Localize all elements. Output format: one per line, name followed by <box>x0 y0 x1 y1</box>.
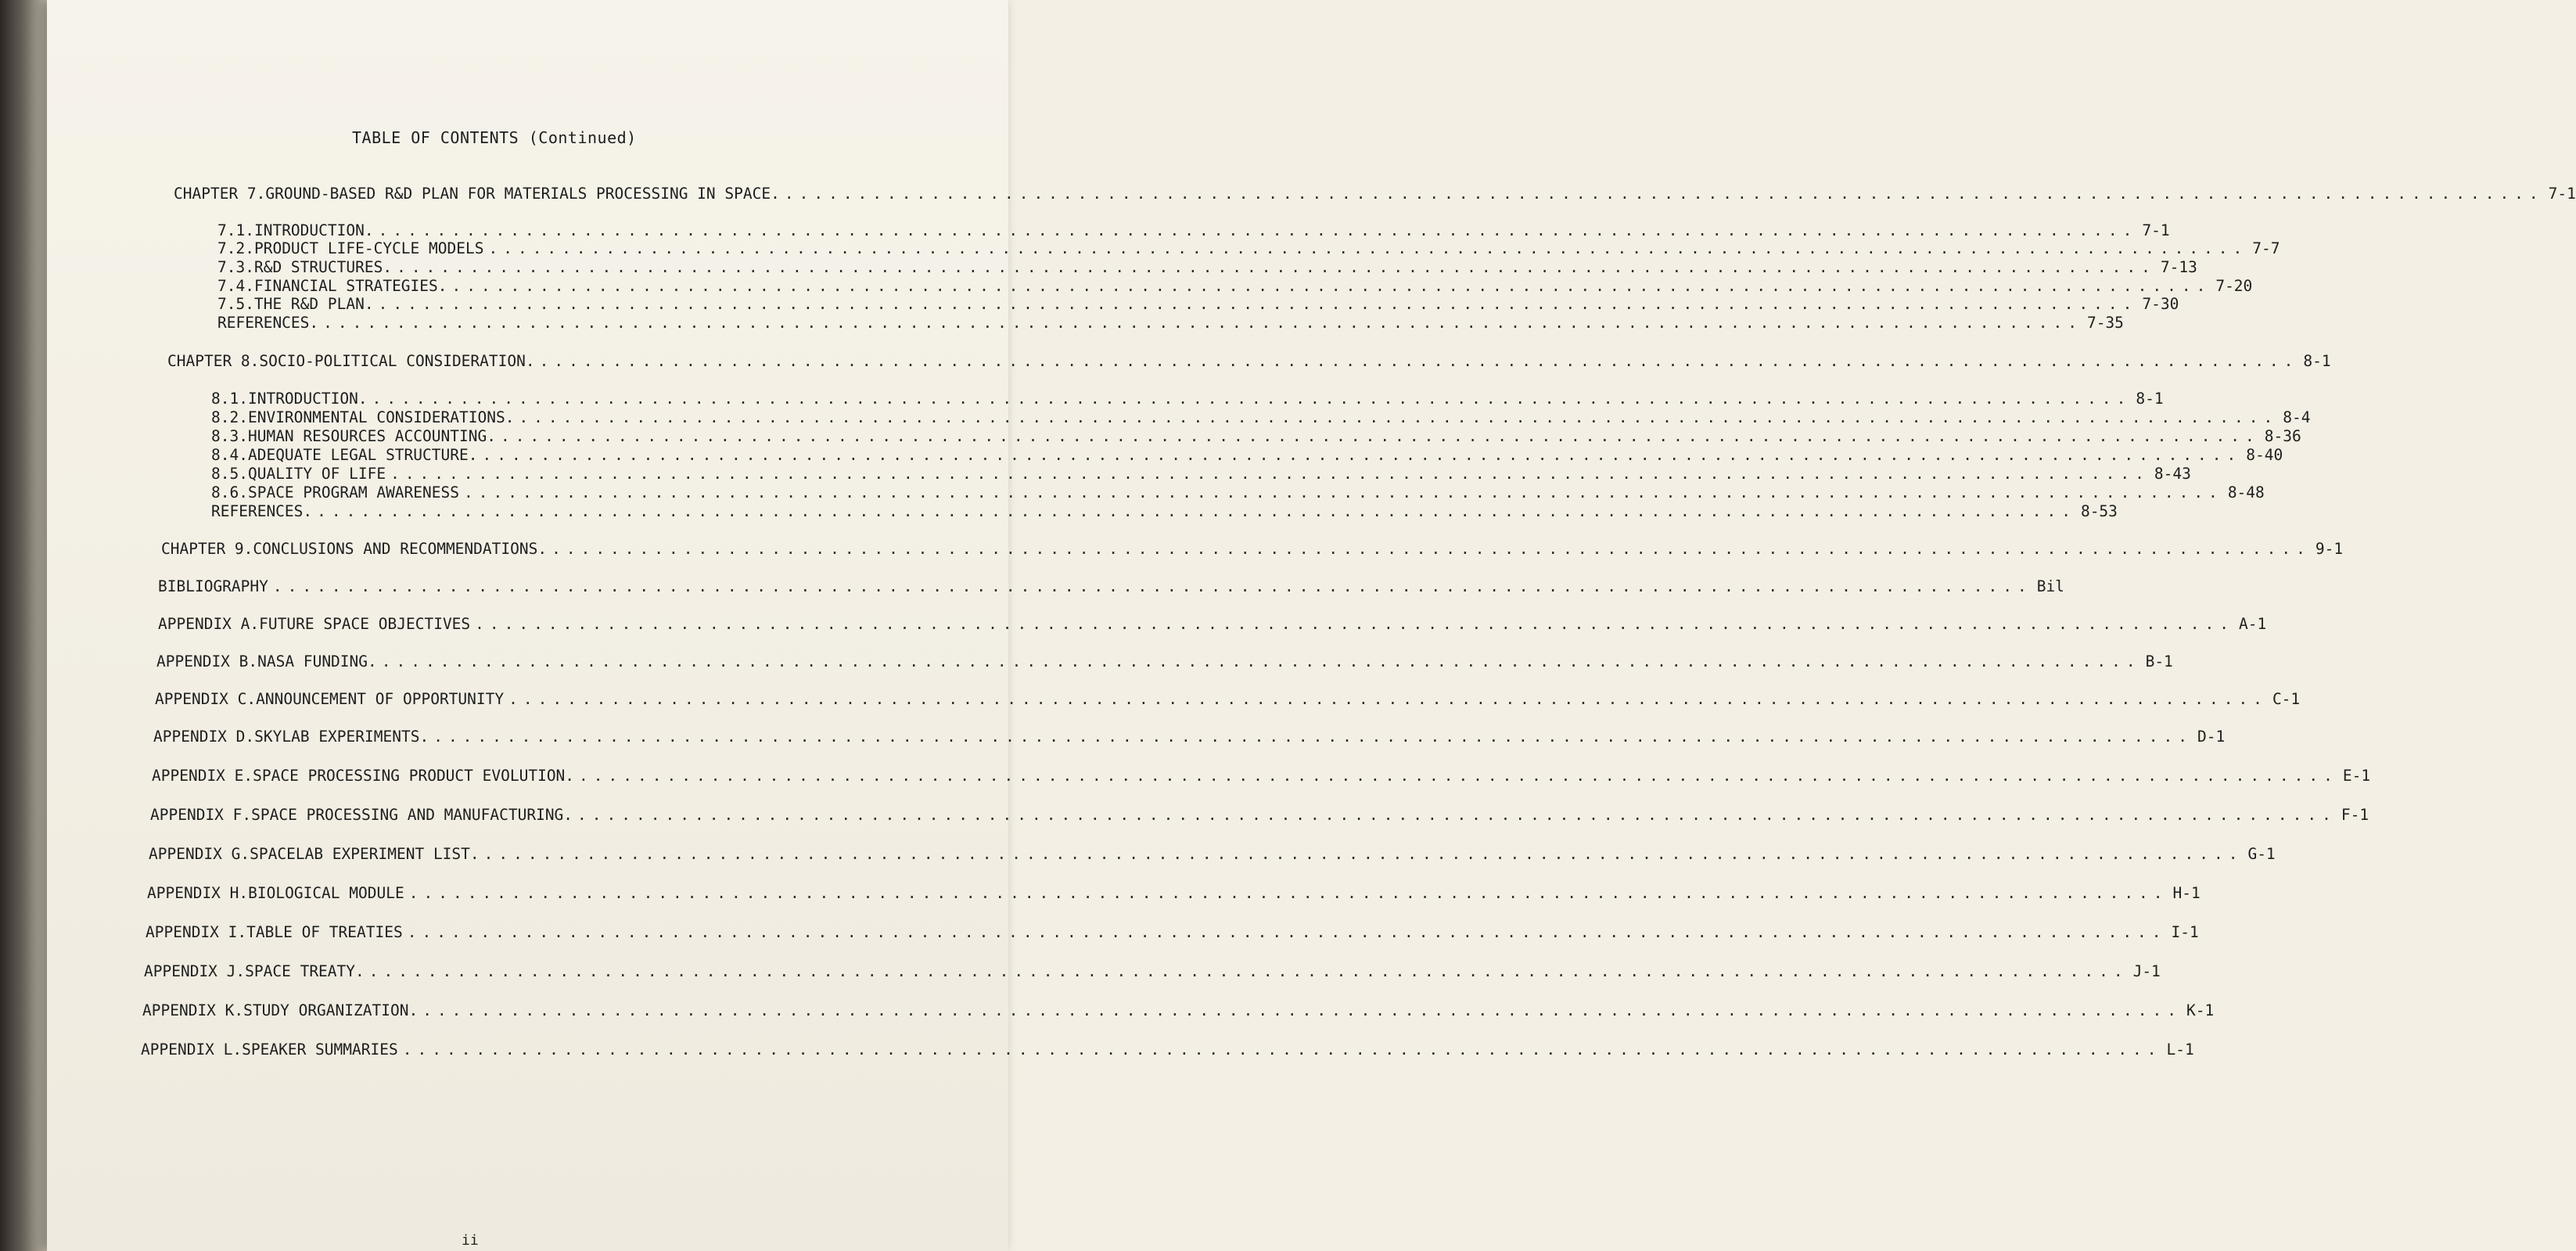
toc-entry <box>217 277 2253 295</box>
toc-entry-label: NASA FUNDING. <box>257 652 377 670</box>
dot-leader: ........................................................................................................................ <box>551 540 2311 558</box>
toc-entry <box>211 502 2118 520</box>
toc-entry-label: SOCIO-POLITICAL CONSIDERATION. <box>259 352 535 370</box>
toc-entry-label: THE R&D PLAN. <box>253 295 374 313</box>
dot-leader: ........................................................................................................................ <box>323 314 2082 332</box>
toc-entry-page: A-1 <box>2238 615 2267 633</box>
toc-entry-number: CHAPTER 8. <box>167 352 260 370</box>
toc-entry-number: 8.6. <box>211 484 248 501</box>
toc-entry-page: C-1 <box>2272 690 2301 708</box>
toc-entry-number: 7.4. <box>217 277 254 295</box>
dot-leader: ........................................................................................................................ <box>272 577 2032 595</box>
toc-entry-label: BIOLOGICAL MODULE <box>248 884 404 902</box>
dot-leader: ........................................................................................................................ <box>317 502 2076 520</box>
toc-entry <box>150 806 2369 824</box>
toc-entry-label: SPACE PROGRAM AWARENESS <box>247 484 459 501</box>
toc-entry-page: D-1 <box>2197 728 2226 746</box>
toc-entry-label: R&D STRUCTURES. <box>253 258 393 276</box>
toc-entry-page: G-1 <box>2247 845 2276 863</box>
toc-entry <box>217 314 2124 332</box>
dot-leader: ........................................................................................................................ <box>381 652 2141 670</box>
toc-entry <box>153 728 2226 746</box>
toc-entry <box>156 652 2173 670</box>
dot-leader: ........................................................................................................................ <box>402 1041 2162 1059</box>
toc-entry-label: REFERENCES. <box>217 314 319 332</box>
dot-leader: ........................................................................................................................ <box>390 465 2150 483</box>
toc-entry-page: E-1 <box>2342 767 2371 785</box>
toc-entry-page: 9-1 <box>2315 540 2344 558</box>
toc-entry <box>149 845 2276 863</box>
toc-entry-label: INTRODUCTION. <box>253 221 374 239</box>
toc-entry-page: 7-13 <box>2160 258 2197 276</box>
toc-entry-number: 8.5. <box>211 465 248 483</box>
toc-entry-label: HUMAN RESOURCES ACCOUNTING. <box>247 427 496 445</box>
page-title: TABLE OF CONTENTS (Continued) <box>352 128 637 147</box>
toc-entry-number: APPENDIX E. <box>152 767 253 785</box>
toc-entry-page: 7-20 <box>2215 277 2253 295</box>
toc-entry-label: SPACE PROCESSING PRODUCT EVOLUTION. <box>253 767 575 785</box>
toc-entry-page: Bil <box>2036 577 2064 595</box>
toc-entry <box>146 923 2199 941</box>
toc-entry <box>167 352 2331 370</box>
toc-entry-label: PRODUCT LIFE-CYCLE MODELS <box>253 239 484 257</box>
toc-entry-page: 7-7 <box>2252 239 2280 257</box>
toc-entry-number: 7.2. <box>217 239 254 257</box>
toc-entry-label: STUDY ORGANIZATION. <box>243 1001 419 1019</box>
toc-entry-number: APPENDIX C. <box>155 690 257 708</box>
toc-entry <box>158 615 2267 633</box>
toc-entry-label: GROUND-BASED R&D PLAN FOR MATERIALS PROCESSING IN SPACE. <box>265 185 780 203</box>
toc-entry-number: 8.2. <box>211 408 248 426</box>
dot-leader: ........................................................................................................................ <box>378 295 2138 313</box>
toc-entry-number: CHAPTER 9. <box>161 540 253 558</box>
toc-entry-page: I-1 <box>2171 923 2199 941</box>
toc-entry <box>155 690 2301 708</box>
dot-leader: ........................................................................................................................ <box>464 484 2223 501</box>
dot-leader: ........................................................................................................................ <box>407 923 2167 941</box>
dot-leader: ........................................................................................................................ <box>482 446 2242 464</box>
toc-entry-number: APPENDIX J. <box>144 962 246 980</box>
dot-leader: ........................................................................................................................ <box>508 690 2268 708</box>
toc-entry-number: 8.1. <box>211 390 248 408</box>
dot-leader: ........................................................................................................................ <box>433 728 2193 746</box>
dot-leader: ........................................................................................................................ <box>378 221 2138 239</box>
toc-entry-number: APPENDIX K. <box>142 1001 244 1019</box>
dot-leader: ........................................................................................................................ <box>488 239 2248 257</box>
toc-entry-label: QUALITY OF LIFE <box>247 465 386 483</box>
dot-leader: ........................................................................................................................ <box>500 427 2260 445</box>
dot-leader: ........................................................................................................................ <box>519 408 2279 426</box>
dot-leader: ........................................................................................................................ <box>397 258 2156 276</box>
toc-entry <box>158 577 2064 595</box>
page-number-footer: ii <box>462 1232 479 1249</box>
toc-entry-label: SPACE PROCESSING AND MANUFACTURING. <box>251 806 573 824</box>
toc-entry <box>161 540 2344 558</box>
toc-entry <box>217 221 2170 239</box>
toc-entry-page: 7-1 <box>2142 221 2170 239</box>
toc-entry-label: SPACELAB EXPERIMENT LIST. <box>250 845 480 863</box>
dot-leader: ........................................................................................................................ <box>483 845 2244 863</box>
toc-entry-label: SPEAKER SUMMARIES <box>242 1041 398 1059</box>
toc-entry-label: SKYLAB EXPERIMENTS. <box>254 728 429 746</box>
toc-entry-number: 7.5. <box>217 295 254 313</box>
toc-entry-page: H-1 <box>2172 884 2201 902</box>
toc-entry <box>144 962 2161 980</box>
toc-entry <box>217 258 2197 276</box>
toc-entry-number: APPENDIX F. <box>150 806 252 824</box>
dot-leader: ........................................................................................................................ <box>372 390 2132 408</box>
toc-entry-page: 8-53 <box>2080 502 2118 520</box>
toc-entry <box>211 390 2164 408</box>
toc-entry-number: APPENDIX D. <box>153 728 255 746</box>
dot-leader: ........................................................................................................................ <box>579 767 2338 785</box>
toc-entry-page: 7-30 <box>2142 295 2179 313</box>
toc-entry-number: APPENDIX H. <box>147 884 249 902</box>
toc-entry <box>211 408 2311 426</box>
dot-leader: ........................................................................................................................ <box>784 185 2544 203</box>
toc-entry <box>211 484 2265 501</box>
toc-entry-label: FUTURE SPACE OBJECTIVES <box>259 615 471 633</box>
dot-leader: ........................................................................................................................ <box>539 352 2299 370</box>
dot-leader: ........................................................................................................................ <box>475 615 2234 633</box>
toc-entry-number: 7.1. <box>217 221 254 239</box>
toc-entry-number: APPENDIX L. <box>141 1041 243 1059</box>
toc-entry-page: 8-43 <box>2154 465 2191 483</box>
toc-entry-page: 8-1 <box>2303 352 2331 370</box>
toc-entry <box>142 1001 2215 1019</box>
dot-leader: ........................................................................................................................ <box>408 884 2168 902</box>
toc-entry-number: 7.3. <box>217 258 254 276</box>
toc-entry-number: 8.3. <box>211 427 248 445</box>
toc-entry <box>211 465 2191 483</box>
toc-entry-label: INTRODUCTION. <box>247 390 368 408</box>
toc-entry <box>152 767 2371 785</box>
toc-entry-label: FINANCIAL STRATEGIES. <box>253 277 447 295</box>
toc-entry-label: TABLE OF TREATIES <box>246 923 403 941</box>
dot-leader: ........................................................................................................................ <box>577 806 2337 824</box>
toc-entry <box>141 1041 2194 1059</box>
toc-entry-number: CHAPTER 7. <box>174 185 266 203</box>
toc-entry-number: APPENDIX I. <box>146 923 247 941</box>
toc-entry-number: APPENDIX B. <box>156 652 258 670</box>
toc-entry <box>147 884 2201 902</box>
toc-entry-page: J-1 <box>2132 962 2161 980</box>
toc-entry-number: APPENDIX G. <box>149 845 250 863</box>
toc-entry-label: SPACE TREATY. <box>245 962 365 980</box>
toc-entry <box>217 295 2179 313</box>
toc-entry-page: B-1 <box>2145 652 2173 670</box>
dot-leader: ........................................................................................................................ <box>451 277 2211 295</box>
toc-entry <box>174 185 2576 203</box>
toc-entry-number: APPENDIX A. <box>158 615 260 633</box>
toc-entry-page: K-1 <box>2186 1001 2215 1019</box>
toc-entry-label: ANNOUNCEMENT OF OPPORTUNITY <box>256 690 505 708</box>
toc-entry-label: REFERENCES. <box>211 502 313 520</box>
toc-entry-page: 7-35 <box>2086 314 2124 332</box>
toc-entry-page: 8-1 <box>2136 390 2164 408</box>
toc-entry-page: F-1 <box>2341 806 2369 824</box>
toc-entry-label: ADEQUATE LEGAL STRUCTURE. <box>247 446 478 464</box>
toc-entry <box>217 239 2280 257</box>
dot-leader: ........................................................................................................................ <box>368 962 2129 980</box>
toc-entry-page: L-1 <box>2166 1041 2194 1059</box>
toc-entry-page: 8-40 <box>2246 446 2283 464</box>
toc-entry-label: CONCLUSIONS AND RECOMMENDATIONS. <box>253 540 548 558</box>
toc-entry-label: ENVIRONMENTAL CONSIDERATIONS. <box>247 408 515 426</box>
toc-entry-number: 8.4. <box>211 446 248 464</box>
dot-leader: ........................................................................................................................ <box>422 1001 2183 1019</box>
toc-entry-page: 8-36 <box>2264 427 2301 445</box>
toc-entry-page: 7-1 <box>2548 185 2576 203</box>
toc-entry-page: 8-4 <box>2283 408 2311 426</box>
toc-entry-page: 8-48 <box>2227 484 2265 501</box>
toc-entry <box>211 427 2301 445</box>
toc-entry <box>211 446 2283 464</box>
toc-entry-label: BIBLIOGRAPHY <box>158 577 268 595</box>
